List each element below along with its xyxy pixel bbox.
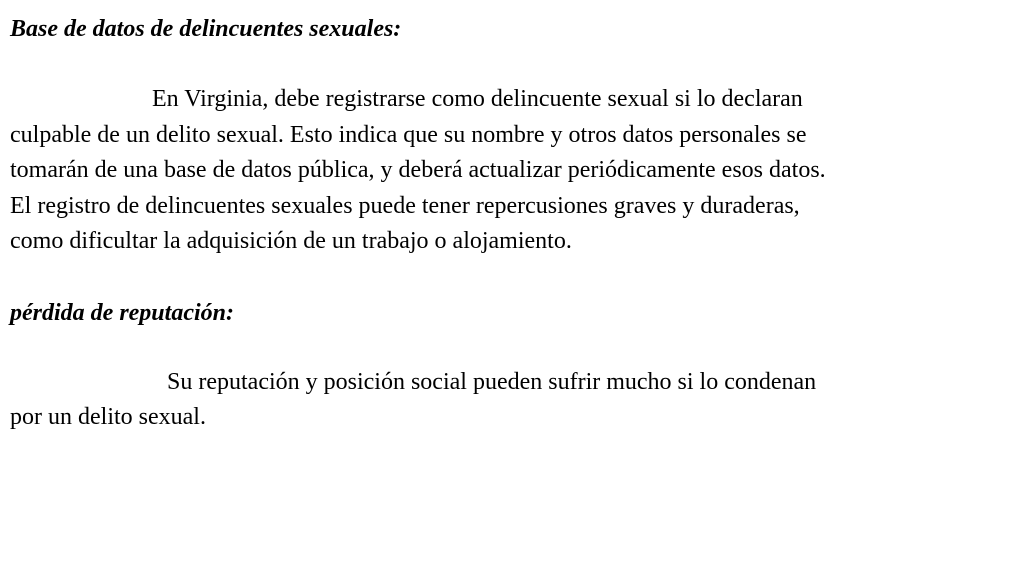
document-body <box>10 12 1010 436</box>
spacer <box>10 260 1010 296</box>
paragraph-line: como dificultar la adquisición de un trabajo o alojamiento. <box>10 228 572 254</box>
paragraph-line: El registro de delincuentes sexuales puede tener repercusiones graves y duraderas, <box>10 192 800 219</box>
paragraph-line: tomarán de una base de datos pública, y deberá actualizar periódicamente esos datos. <box>10 157 826 183</box>
section-heading-reputation-loss: pérdida de reputación: <box>10 299 234 326</box>
paragraph-line: culpable de un delito sexual. Esto indica que su nombre y otros datos personales se <box>10 121 807 148</box>
paragraph-line: Su reputación y posición social pueden sufrir mucho si lo condenan <box>167 368 817 395</box>
spacer <box>10 46 1010 82</box>
paragraph-line: por un delito sexual. <box>10 404 206 430</box>
paragraph-line: En Virginia, debe registrarse como delincuente sexual si lo declaran <box>152 86 803 112</box>
paragraph-reputation-loss <box>10 365 1010 436</box>
spacer <box>10 330 1010 365</box>
section-heading-sex-offender-database: Base de datos de delincuentes sexuales: <box>10 16 402 42</box>
paragraph-sex-offender-database <box>10 82 1010 260</box>
